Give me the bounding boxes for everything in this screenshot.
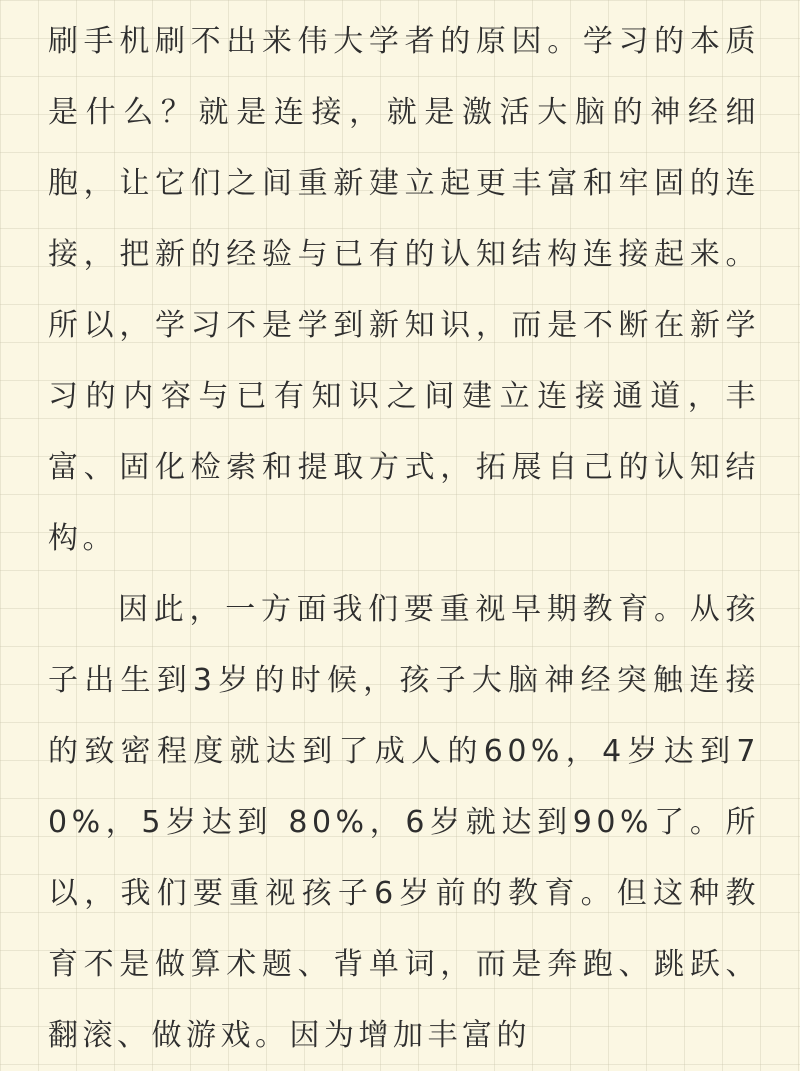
paragraph-early-education: 因此，一方面我们要重视早期教育。从孩子出生到3岁的时候，孩子大脑神经突触连接的致密程度就达到了成人的60%，4岁达到70%，5岁达到 80%，6岁就达到90%了。所以，我们要重视孩子6岁前的教育。但这种教育不是做算术题、背单词，而是奔跑、跳跃、翻滚、做游戏。因为增加丰富的 [48, 592, 760, 1053]
paragraph-learning-essence: 刷手机刷不出来伟大学者的原因。学习的本质是什么？就是连接，就是激活大脑的神经细胞，让它们之间重新建立起更丰富和牢固的连接，把新的经验与已有的认知结构连接起来。所以，学习不是学到新知识，而是不断在新学习的内容与已有知识之间建立连接通道，丰富、固化检索和提取方式，拓展自己的认知结构。 [48, 24, 760, 556]
